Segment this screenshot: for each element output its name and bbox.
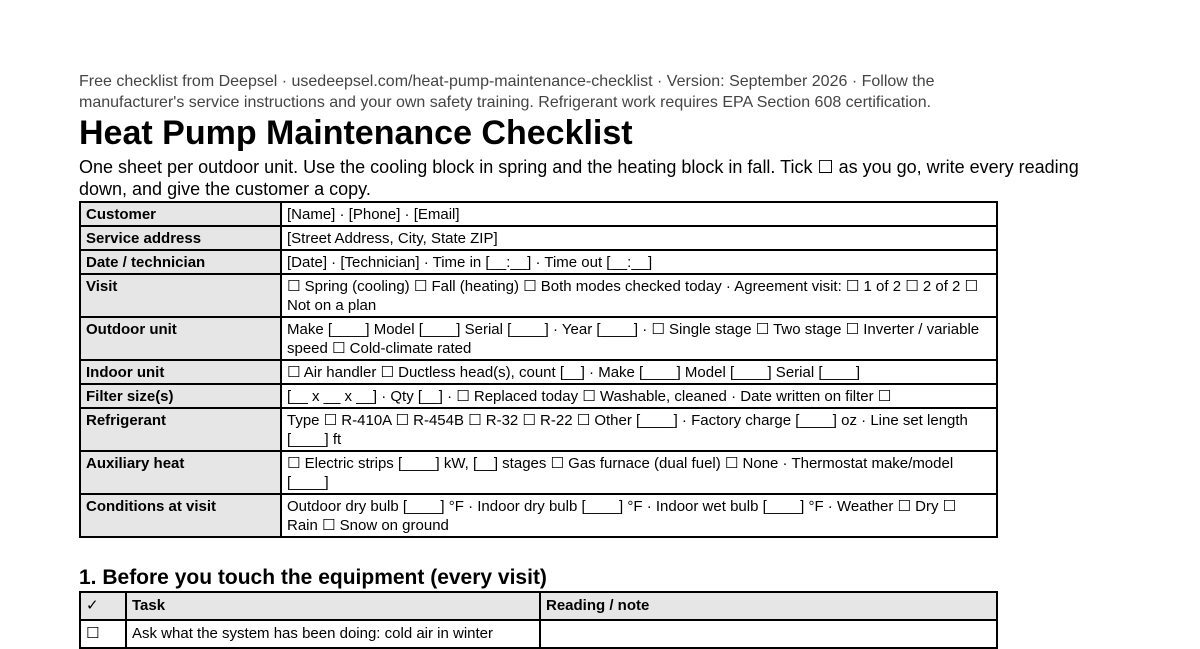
info-value[interactable]: ☐ Spring (cooling) ☐ Fall (heating) ☐ Both modes checked today · Agreement visit: ☐ 1 of 2 ☐ 2 of 2 ☐ Not on a plan <box>281 274 997 317</box>
task-column-header: Task <box>126 592 540 620</box>
info-value[interactable]: [Date] · [Technician] · Time in [__:__] · Time out [__:__] <box>281 250 997 274</box>
task-checkbox[interactable]: ☐ <box>80 620 126 648</box>
info-row-outdoor-unit <box>80 317 997 360</box>
info-value[interactable]: [__ x __ x __] · Qty [__] · ☐ Replaced today ☐ Washable, cleaned · Date written on filter ☐ <box>281 384 997 408</box>
info-row-visit <box>80 274 997 317</box>
info-row-auxiliary-heat <box>80 451 997 494</box>
info-value[interactable]: ☐ Air handler ☐ Ductless head(s), count [__] · Make [____] Model [____] Serial [____] <box>281 360 997 384</box>
info-row-indoor-unit <box>80 360 997 384</box>
header-note: Free checklist from Deepsel · usedeepsel.com/heat-pump-maintenance-checklist · Version: September 2026 · Follow the manufacturer's service instructions and your own safety training. Refrigerant work requires EPA Section 608 certification. <box>79 73 935 111</box>
section-1-heading: 1. Before you touch the equipment (every visit) <box>79 566 547 589</box>
info-label: Service address <box>80 226 281 250</box>
info-label: Filter size(s) <box>80 384 281 408</box>
info-value[interactable]: Outdoor dry bulb [____] °F · Indoor dry bulb [____] °F · Indoor wet bulb [____] °F · Weather ☐ Dry ☐ Rain ☐ Snow on ground <box>281 494 997 537</box>
page-title: Heat Pump Maintenance Checklist <box>79 114 633 152</box>
note-column-header: Reading / note <box>540 592 997 620</box>
info-row-conditions <box>80 494 997 537</box>
check-column-header: ✓ <box>80 592 126 620</box>
info-row-customer <box>80 202 997 226</box>
info-value[interactable]: [Street Address, City, State ZIP] <box>281 226 997 250</box>
info-value[interactable]: Type ☐ R-410A ☐ R-454B ☐ R-32 ☐ R-22 ☐ Other [____] · Factory charge [____] oz · Line set length [____] ft <box>281 408 997 451</box>
info-label: Visit <box>80 274 281 317</box>
task-row <box>80 620 997 648</box>
info-label: Refrigerant <box>80 408 281 451</box>
task-note-field[interactable] <box>540 620 997 648</box>
task-table-header <box>80 592 997 620</box>
info-value[interactable]: [Name] · [Phone] · [Email] <box>281 202 997 226</box>
intro-text: One sheet per outdoor unit. Use the cooling block in spring and the heating block in fall. Tick ☐ as you go, write every reading down, and give the customer a copy. <box>79 157 1079 199</box>
info-label: Customer <box>80 202 281 226</box>
info-row-filter-sizes <box>80 384 997 408</box>
info-label: Conditions at visit <box>80 494 281 537</box>
info-label: Outdoor unit <box>80 317 281 360</box>
info-row-refrigerant <box>80 408 997 451</box>
info-label: Indoor unit <box>80 360 281 384</box>
job-info-table <box>79 201 998 538</box>
info-label: Date / technician <box>80 250 281 274</box>
info-label: Auxiliary heat <box>80 451 281 494</box>
info-row-service-address <box>80 226 997 250</box>
section-1-task-table <box>79 591 998 649</box>
task-text: Ask what the system has been doing: cold air in winter <box>126 620 540 648</box>
info-row-date-technician <box>80 250 997 274</box>
info-value[interactable]: Make [____] Model [____] Serial [____] · Year [____] · ☐ Single stage ☐ Two stage ☐ Inverter / variable speed ☐ Cold-climate rated <box>281 317 997 360</box>
info-value[interactable]: ☐ Electric strips [____] kW, [__] stages ☐ Gas furnace (dual fuel) ☐ None · Thermostat make/model [____] <box>281 451 997 494</box>
